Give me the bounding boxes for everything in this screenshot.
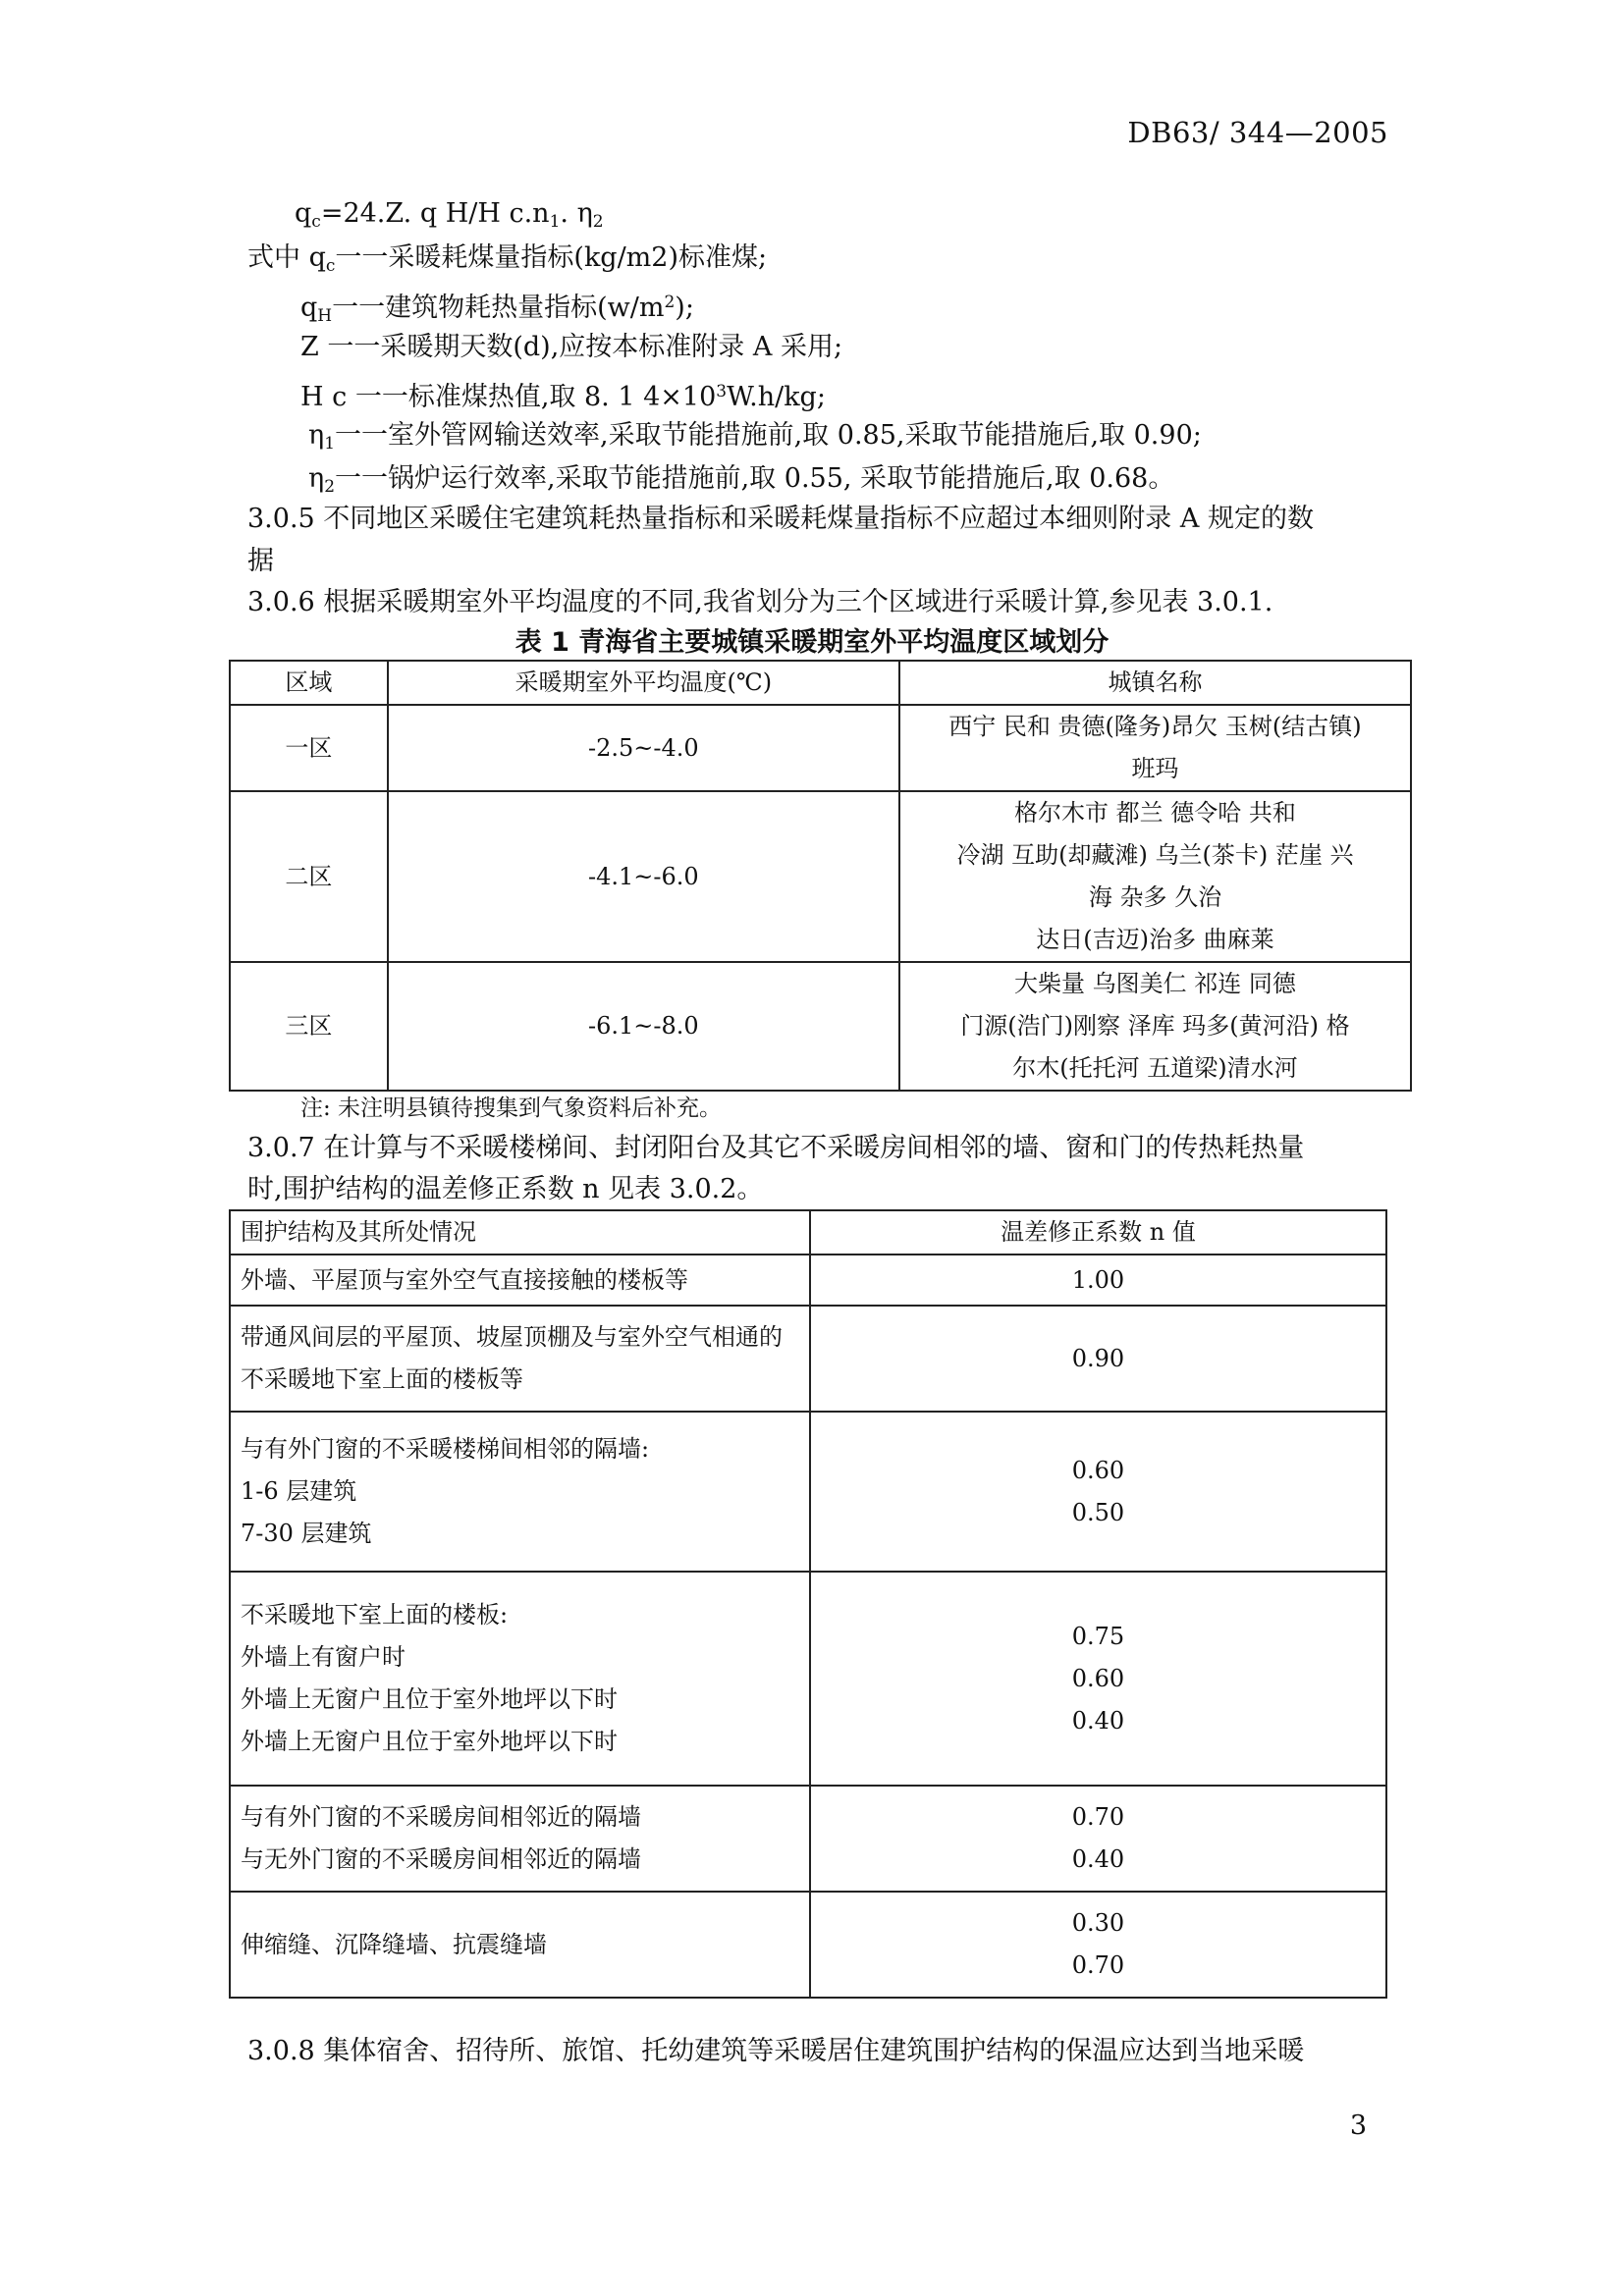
- structure-cell: 与有外门窗的不采暖楼梯间相邻的隔墙: 1-6 层建筑 7-30 层建筑: [230, 1412, 810, 1572]
- header-coefficient: 温差修正系数 n 值: [810, 1210, 1386, 1255]
- table-row: [230, 705, 1411, 791]
- header-temperature: 采暖期室外平均温度(℃): [388, 661, 899, 705]
- structure-cell: 带通风间层的平屋顶、坡屋顶棚及与室外空气相通的 不采暖地下室上面的楼板等: [230, 1306, 810, 1412]
- document-code: DB63/ 344—2005: [1127, 116, 1388, 149]
- clause-3-0-7-cont: 时,围护结构的温差修正系数 n 见表 3.0.2。: [247, 1174, 764, 1204]
- coefficient-cell: 1.00: [810, 1255, 1386, 1306]
- coefficient-cell: 0.30 0.70: [810, 1892, 1386, 1998]
- definition-hc: H c 一一标准煤热值,取 8. 1 $4\times 10^3W.h/kg$;: [300, 382, 826, 412]
- structure-cell: 与有外门窗的不采暖房间相邻近的隔墙 与无外门窗的不采暖房间相邻近的隔墙: [230, 1786, 810, 1892]
- header-towns: 城镇名称: [899, 661, 1411, 705]
- temperature-cell: -4.1~-6.0: [388, 791, 899, 962]
- towns-cell: 西宁 民和 贵德(隆务)昂欠 玉树(结古镇) 班玛: [899, 705, 1411, 791]
- zone-table: [229, 660, 1412, 1092]
- clause-3-0-7: 3.0.7 在计算与不采暖楼梯间、封闭阳台及其它不采暖房间相邻的墙、窗和门的传热耗热量: [247, 1133, 1305, 1163]
- towns-cell: 大柴量 乌图美仁 祁连 同德 门源(浩门)刚察 泽库 玛多(黄河沿) 格 尔木(托托河 五道梁)清水河: [899, 962, 1411, 1091]
- coefficient-cell: 0.90: [810, 1306, 1386, 1412]
- clause-3-0-5: 3.0.5 不同地区采暖住宅建筑耗热量指标和采暖耗煤量指标不应超过本细则附录 A 规定的数: [247, 504, 1314, 534]
- table-row: [230, 1306, 1386, 1412]
- table-row: [230, 1255, 1386, 1306]
- table-row: [230, 1892, 1386, 1998]
- header-structure: 围护结构及其所处情况: [230, 1210, 810, 1255]
- table-row: [230, 962, 1411, 1091]
- clause-3-0-6: 3.0.6 根据采暖期室外平均温度的不同,我省划分为三个区域进行采暖计算,参见表 3.0.1.: [247, 587, 1273, 617]
- table-header-row: [230, 1210, 1386, 1255]
- page-number: 3: [1349, 2110, 1367, 2141]
- temperature-cell: -2.5~-4.0: [388, 705, 899, 791]
- coefficient-cell: 0.70 0.40: [810, 1786, 1386, 1892]
- definition-qc: 式中 qc一一采暖耗煤量指标(kg/m2)标准煤;: [247, 242, 768, 276]
- table-row: [230, 1412, 1386, 1572]
- clause-3-0-5-cont: 据: [247, 546, 274, 576]
- towns-cell: 格尔木市 都兰 德令哈 共和 冷湖 互助(却藏滩) 乌兰(茶卡) 茫崖 兴 海 杂多 久治 达日(吉迈)治多 曲麻莱: [899, 791, 1411, 962]
- coefficient-cell: 0.75 0.60 0.40: [810, 1572, 1386, 1786]
- definition-z: Z 一一采暖期天数(d),应按本标准附录 A 采用;: [300, 332, 843, 362]
- structure-cell: 伸缩缝、沉降缝墙、抗震缝墙: [230, 1892, 810, 1998]
- table-header-row: [230, 661, 1411, 705]
- header-zone: 区域: [230, 661, 388, 705]
- formula-line: qc=24.Z. q H/H c.n1. η2: [295, 198, 604, 232]
- definition-qh: qH一一建筑物耗热量指标$(w/m^2)$;: [300, 293, 694, 326]
- table1-caption: 表 1 青海省主要城镇采暖期室外平均温度区域划分: [514, 627, 1110, 658]
- coefficient-cell: 0.60 0.50: [810, 1412, 1386, 1572]
- temperature-cell: -6.1~-8.0: [388, 962, 899, 1091]
- table-row: [230, 791, 1411, 962]
- zone-cell: 一区: [230, 705, 388, 791]
- zone-cell: 二区: [230, 791, 388, 962]
- table-row: [230, 1572, 1386, 1786]
- structure-cell: 外墙、平屋顶与室外空气直接接触的楼板等: [230, 1255, 810, 1306]
- zone-cell: 三区: [230, 962, 388, 1091]
- table-row: [230, 1786, 1386, 1892]
- temperature-correction-table: [229, 1209, 1387, 1999]
- definition-eta2: η2一一锅炉运行效率,采取节能措施前,取 0.55, 采取节能措施后,取 0.68。: [308, 463, 1175, 497]
- definition-eta1: η1一一室外管网输送效率,采取节能措施前,取 0.85,采取节能措施后,取 0.90;: [308, 420, 1202, 454]
- structure-cell: 不采暖地下室上面的楼板: 外墙上有窗户时 外墙上无窗户且位于室外地坪以下时 外墙上无窗户且位于室外地坪以下时: [230, 1572, 810, 1786]
- table1-note: 注: 未注明县镇待搜集到气象资料后补充。: [300, 1095, 723, 1121]
- clause-3-0-8: 3.0.8 集体宿舍、招待所、旅馆、托幼建筑等采暖居住建筑围护结构的保温应达到当地采暖: [247, 2036, 1305, 2066]
